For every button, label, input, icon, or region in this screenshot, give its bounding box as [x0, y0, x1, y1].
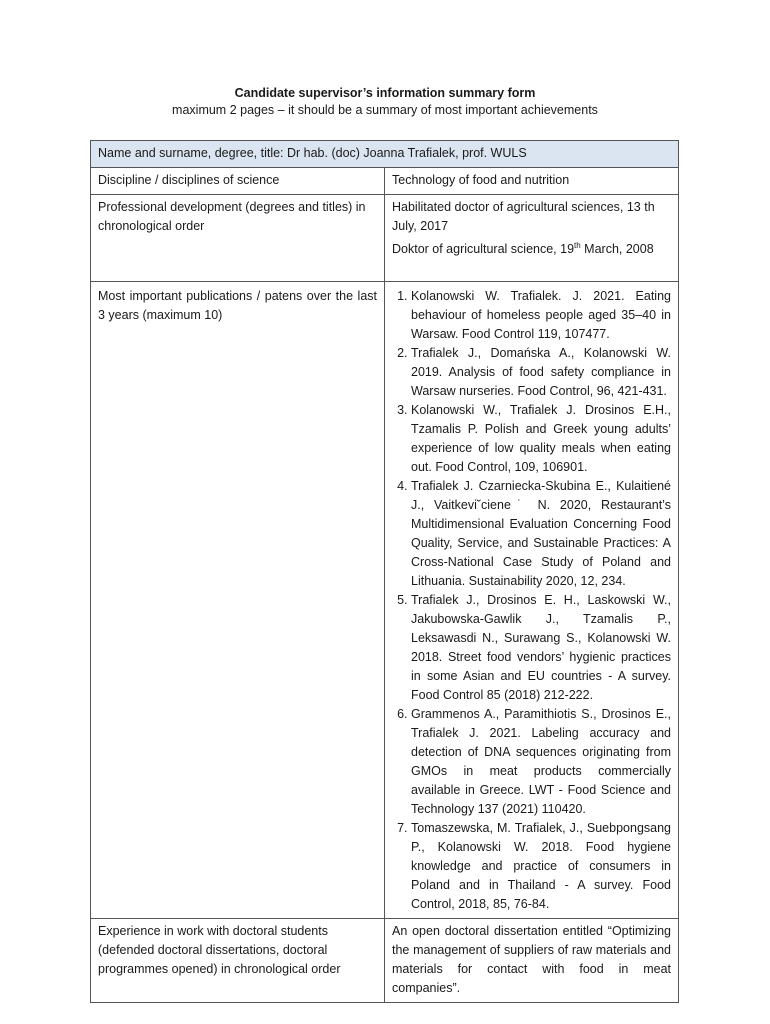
form-subtitle: maximum 2 pages – it should be a summary of most important achievements — [172, 103, 598, 117]
publication-item: 6. Grammenos A., Paramithiotis S., Drosinos E., Trafialek J. 2021. Labeling accuracy and detection of DNA sequences originating from GMOs in meat products commercially available in Greece. LWT - Food Science and Technology 137 (2021) 110420. — [411, 705, 671, 819]
experience-label: Experience in work with doctoral students (defended doctoral dissertations, doctoral programmes opened) in chronological order — [91, 919, 385, 1003]
name-cell: Name and surname, degree, title: Dr hab. (doc) Joanna Trafialek, prof. WULS — [91, 141, 679, 168]
professional-line-2-sup: th — [574, 241, 581, 250]
experience-row — [91, 919, 679, 1003]
experience-value: An open doctoral dissertation entitled “Optimizing the management of suppliers of raw materials and materials for contact with food in meat companies”. — [385, 919, 679, 1003]
form-heading — [0, 85, 770, 119]
name-row — [91, 141, 679, 168]
publication-item: 2. Trafialek J., Domańska A., Kolanowski W. 2019. Analysis of food safety compliance in Warsaw nurseries. Food Control, 96, 421-431. — [411, 344, 671, 401]
publications-list — [391, 287, 671, 914]
publication-item: 4. Trafialek J. Czarniecka-Skubina E., Kulaitiené J., Vaitkevi˘ciene˙ N. 2020, Restaurant’s Multidimensional Evaluation Concerning Food Quality, Service, and Sustainable Practices: A Cross-National Case Study of Poland and Lithuania. Sustainability 2020, 12, 234. — [411, 477, 671, 591]
professional-line-1: Habilitated doctor of agricultural sciences, 13 th July, 2017 — [392, 200, 655, 233]
discipline-label: Discipline / disciplines of science — [91, 168, 385, 195]
form-title: Candidate supervisor’s information summary form — [234, 86, 536, 100]
publication-item: 3. Kolanowski W., Trafialek J. Drosinos E.H., Tzamalis P. Polish and Greek young adults’ experience of low quality meals when eating out. Food Control, 109, 106901. — [411, 401, 671, 477]
professional-line-2 — [392, 236, 671, 259]
publication-item: 1. Kolanowski W. Trafialek. J. 2021. Eating behaviour of homeless people aged 35–40 in Warsaw. Food Control 119, 107477. — [411, 287, 671, 344]
publications-label: Most important publications / patens over the last 3 years (maximum 10) — [91, 282, 385, 919]
publications-value — [385, 282, 679, 919]
publication-item: 5. Trafialek J., Drosinos E. H., Laskowski W., Jakubowska-Gawlik J., Tzamalis P., Leksawasdi N., Surawang S., Kolanowski W. 2018. Street food vendors’ hygienic practices in some Asian and EU countries - A survey. Food Control 85 (2018) 212-222. — [411, 591, 671, 705]
publications-row — [91, 282, 679, 919]
professional-label: Professional development (degrees and titles) in chronological order — [91, 195, 385, 282]
publication-item: 7. Tomaszewska, M. Trafialek, J., Suebpongsang P., Kolanowski W. 2018. Food hygiene knowledge and practice of consumers in Poland and in Thailand - A survey. Food Control, 2018, 85, 76-84. — [411, 819, 671, 914]
professional-line-2-prefix: Doktor of agricultural science, 19 — [392, 242, 575, 257]
discipline-value: Technology of food and nutrition — [385, 168, 679, 195]
professional-value — [385, 195, 679, 282]
professional-row — [91, 195, 679, 282]
discipline-row — [91, 168, 679, 195]
summary-table — [90, 140, 679, 1003]
professional-line-2-suffix: March, 2008 — [580, 242, 654, 257]
